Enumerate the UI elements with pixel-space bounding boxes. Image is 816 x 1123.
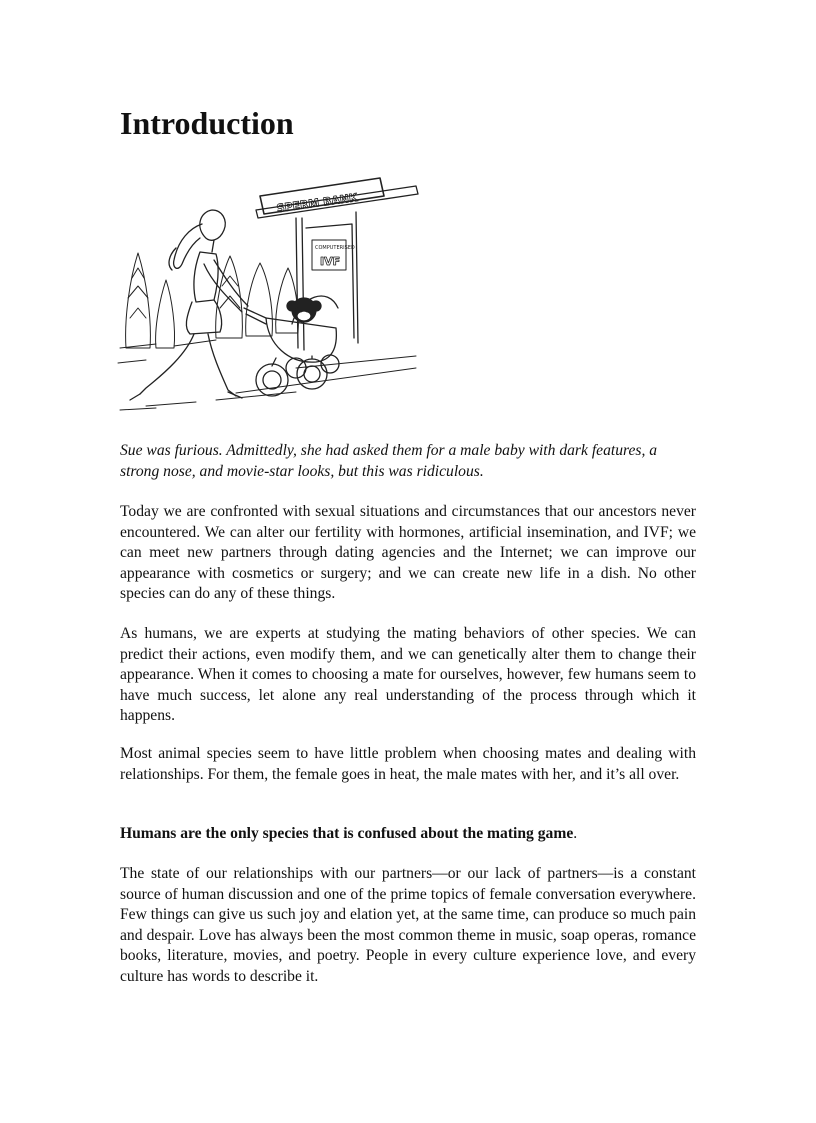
chapter-title: Introduction <box>120 105 294 141</box>
cartoon-illustration <box>116 168 422 418</box>
emphasis-period: . <box>573 825 578 842</box>
sperm-bank-cartoon <box>116 168 422 418</box>
baby-figure <box>287 298 321 322</box>
sperm-bank-building <box>256 178 418 350</box>
paragraph-mating-behaviors: As humans, we are experts at studying the mating behaviors of other species. We can predict their actions, even modify them, and we can genetically alter them to change their appearance. When it comes to choosing a mate for ourselves, however, few humans seem to have much success, let alone any real understanding of the process through which it happens. <box>120 625 696 725</box>
door-logo-text: IVF <box>320 255 341 268</box>
illustration-caption: Sue was furious. Admittedly, she had asked them for a male baby with dark features, a strong nose, and movie-star looks, but this was ridiculous. <box>120 442 658 480</box>
emphasis-text: Humans are the only species that is confused about the mating game <box>120 825 574 842</box>
sign-text: SPERM BANK <box>275 190 359 216</box>
door-notice-text: COMPUTERISED <box>315 245 355 251</box>
paragraph-relationships: The state of our relationships with our partners—or our lack of partners—is a constant source of human discussion and one of the prime topics of female conversation everywhere. Few things can give us such joy and elation yet, at the same time, can produce so much pain and despair. Love has always been the most common theme in music, soap operas, romance books, literature, movies, and poetry. People in every culture experience love, and every culture has words to describe it. <box>120 865 696 985</box>
paragraph-fertility: Today we are confronted with sexual situations and circumstances that our ancestors never encountered. We can alter our fertility with hormones, artificial insemination, and IVF; we can meet new partners through dating agencies and the Internet; we can improve our appearance with cosmetics or surgery; and we can create new life in a dish. No other species can do any of these things. <box>120 503 696 603</box>
woman-figure <box>130 210 248 400</box>
paragraph-animal-species: Most animal species seem to have little problem when choosing mates and dealing with relationships. For them, the female goes in heat, the male mates with her, and it’s all over. <box>120 745 696 783</box>
emphasis-statement <box>120 824 696 845</box>
pavement <box>118 340 416 410</box>
